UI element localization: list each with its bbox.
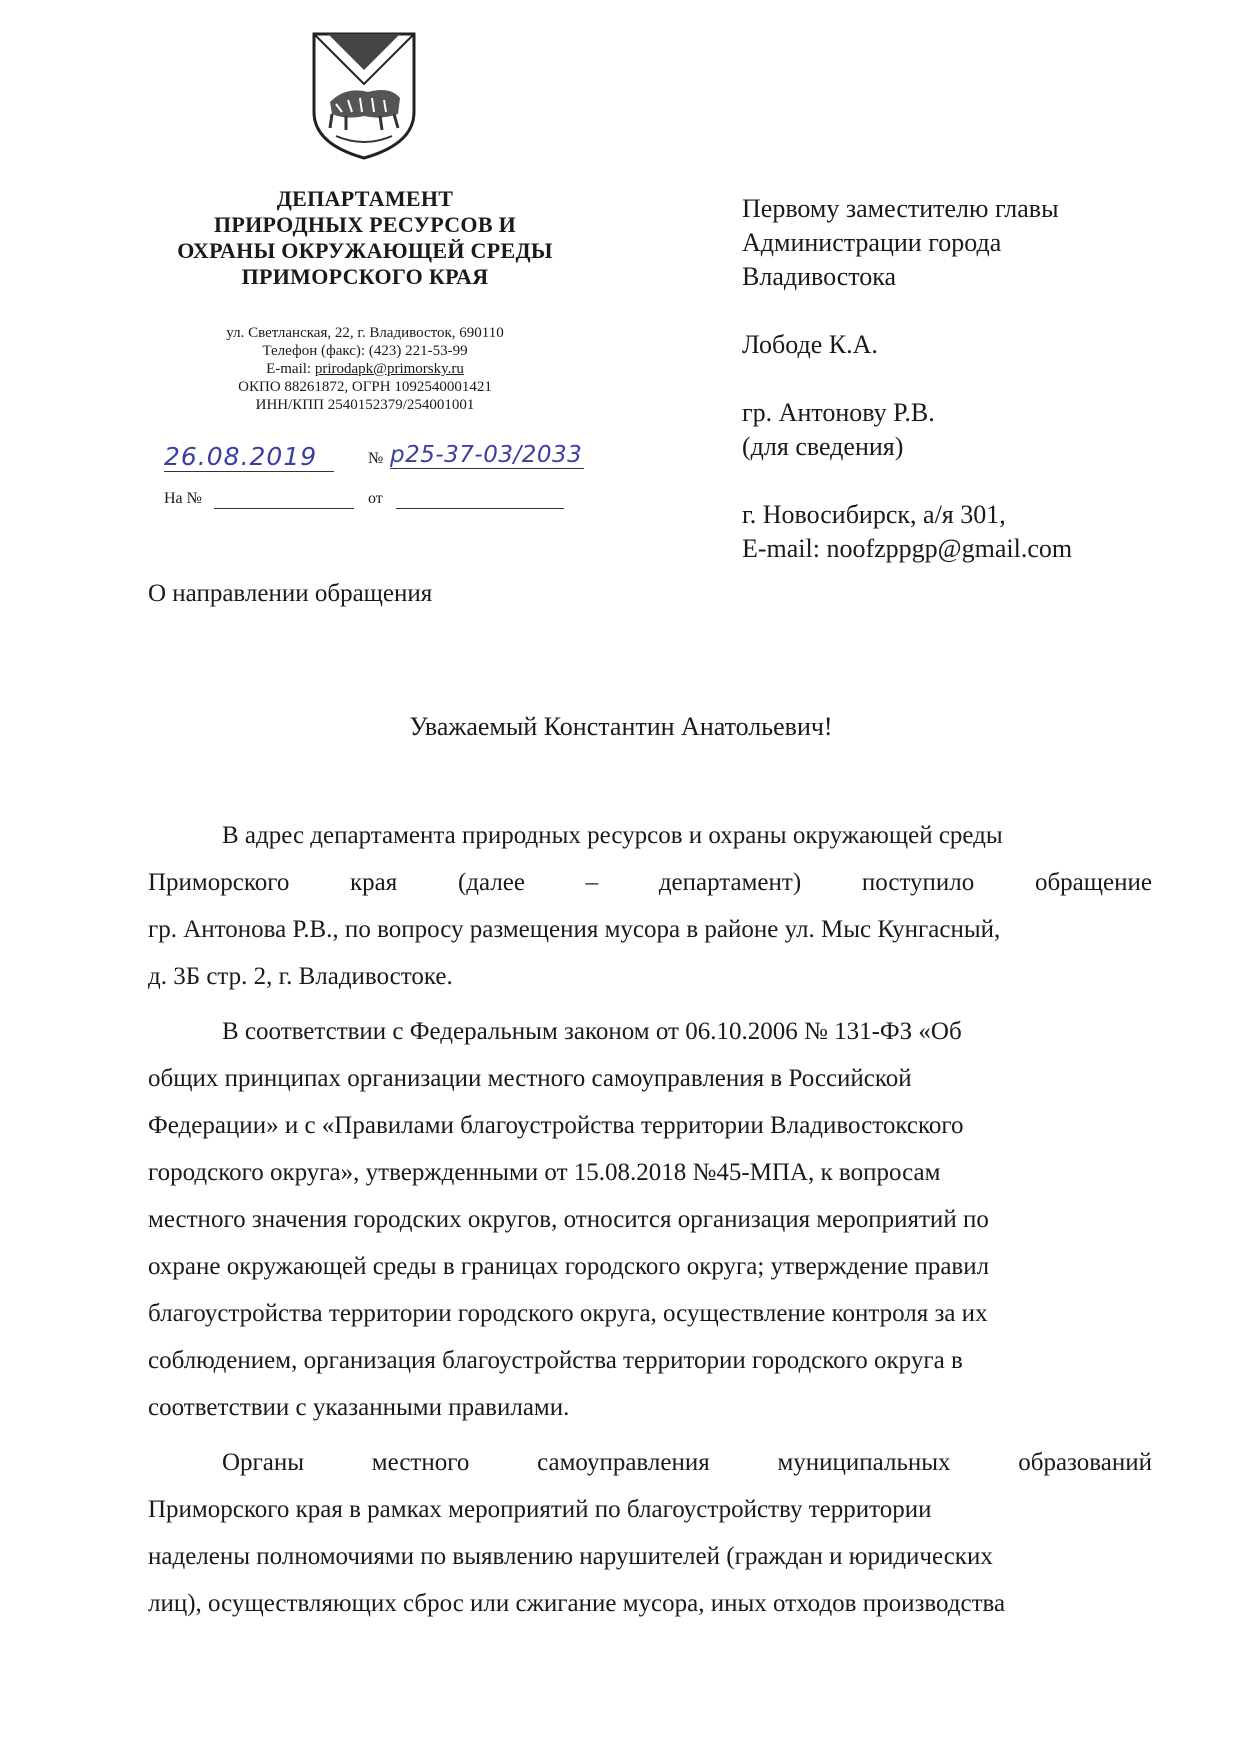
copy-recipient-address-line: г. Новосибирск, а/я 301, [742,500,1006,529]
body-line [148,859,1152,906]
reference-date-blank [396,508,564,509]
addressee-position-line: Первому заместителю главы [742,194,1059,223]
body-word: (далее [457,869,525,896]
reference-number-label: На № [164,490,202,507]
department-inn-kpp: ИНН/КПП 2540152379/254001001 [255,397,475,413]
addressee-name: Лободе К.А. [742,330,878,359]
department-contacts [140,324,590,414]
copy-recipient-line: гр. Антонову Р.В. [742,398,935,427]
body-line: В соответствии с Федеральным законом от 06.10.2006 № 131-ФЗ «Об [222,1018,962,1045]
department-name-line: ПРИМОРСКОГО КРАЯ [241,264,489,289]
registration-number: р25-37-03/2033 [390,442,583,468]
body-line: Федерации» и с «Правилами благоустройства территории Владивостокского [148,1112,964,1139]
reference-date-label: от [368,490,383,507]
department-okpo-ogrn: ОКПО 88261872, ОГРН 1092540001421 [238,379,492,395]
body-word: поступило [861,869,975,896]
addressee-position-line: Администрации города [742,228,1002,257]
body-word: Органы [222,1449,305,1476]
letter-body [148,812,1152,1627]
department-phone: Телефон (факс): (423) 221-53-99 [262,343,468,359]
body-line [148,1439,1152,1486]
department-name-line: ОХРАНЫ ОКРУЖАЮЩЕЙ СРЕДЫ [177,238,553,263]
department-email-link[interactable]: prirodapk@primorsky.ru [314,361,464,377]
body-word: – [585,869,599,896]
department-email-line [140,360,590,378]
body-word: самоуправления [537,1449,710,1476]
body-line: д. 3Б стр. 2, г. Владивостоке. [148,963,453,990]
body-word: Приморского [148,869,290,896]
reference-number-blank [214,508,354,509]
coat-of-arms-tiger-icon [306,28,422,164]
body-word: департамент) [658,869,802,896]
body-word: обращение [1034,869,1152,896]
department-name [140,186,590,290]
email-label: E-mail: [266,361,315,377]
letter-subject: О направлении обращения [148,580,433,607]
addressee-position-line: Владивостока [742,262,897,291]
body-word: образований [1018,1449,1152,1476]
department-address: ул. Светланская, 22, г. Владивосток, 690110 [226,325,504,341]
body-word: местного [371,1449,470,1476]
body-line: наделены полномочиями по выявлению нарушителей (граждан и юридических [148,1543,993,1570]
registration-number-label: № [368,450,384,467]
salutation: Уважаемый Константин Анатольевич! [409,712,833,741]
addressee-block [742,192,1212,566]
body-line: гр. Антонова Р.В., по вопросу размещения мусора в районе ул. Мыс Кунгасный, [148,916,1001,943]
copy-recipient-line: (для сведения) [742,432,904,461]
body-word: края [350,869,398,896]
body-line: общих принципах организации местного самоуправления в Российской [148,1065,912,1092]
registration-line [164,442,584,476]
reference-line [164,490,584,514]
body-line: благоустройства территории городского округа, осуществление контроля за их [148,1300,988,1327]
body-line: городского округа», утвержденными от 15.08.2018 №45-МПА, к вопросам [148,1159,941,1186]
body-line: лиц), осуществляющих сброс или сжигание мусора, иных отходов производства [148,1590,1006,1617]
body-line: охране окружающей среды в границах городского округа; утверждение правил [148,1253,990,1280]
department-name-line: ПРИРОДНЫХ РЕСУРСОВ И [213,212,517,237]
body-word: муниципальных [777,1449,951,1476]
body-line: местного значения городских округов, относится организация мероприятий по [148,1206,989,1233]
copy-recipient-address-line: E-mail: noofzppgp@gmail.com [742,534,1073,563]
registration-date: 26.08.2019 [164,442,334,472]
body-line: Приморского края в рамках мероприятий по благоустройству территории [148,1496,932,1523]
body-line: соблюдением, организация благоустройства территории городского округа в [148,1347,963,1374]
body-line: В адрес департамента природных ресурсов и охраны окружающей среды [222,822,1003,849]
department-name-line: ДЕПАРТАМЕНТ [276,186,454,211]
body-line: соответствии с указанными правилами. [148,1394,570,1421]
